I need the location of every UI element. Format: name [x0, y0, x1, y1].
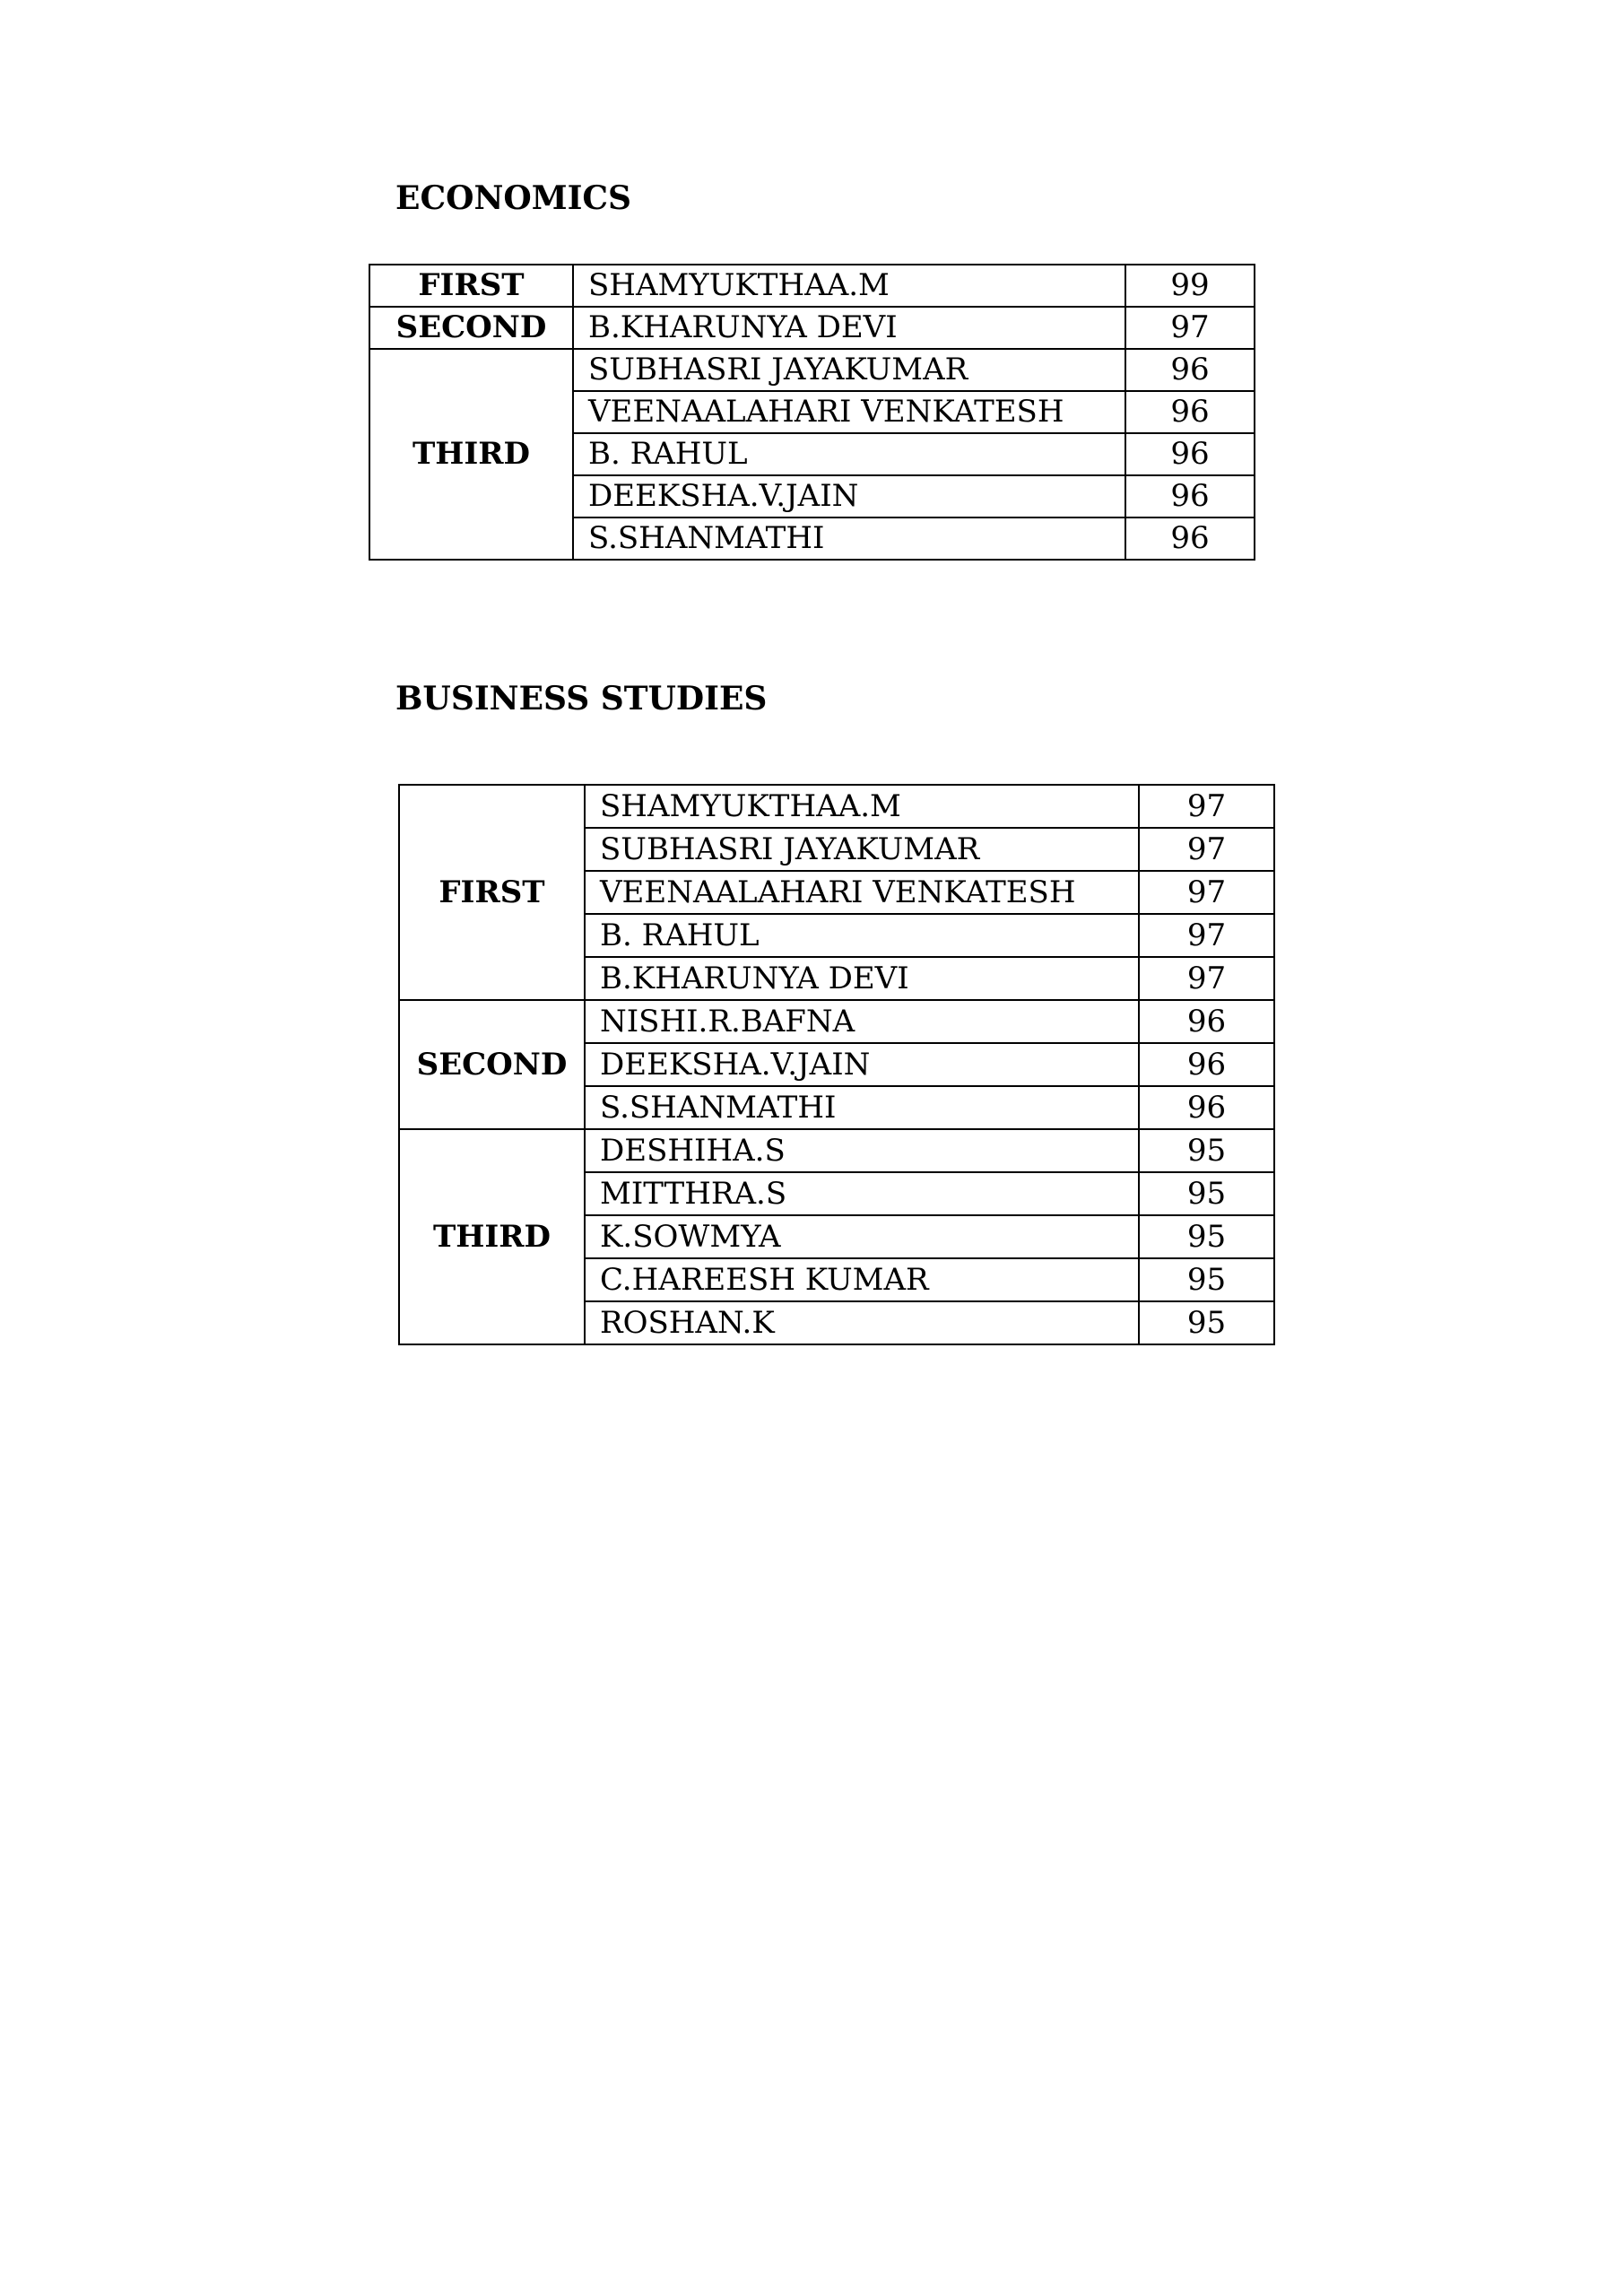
business-studies-heading: BUSINESS STUDIES — [395, 680, 768, 718]
score-cell: 99 — [1125, 265, 1255, 307]
position-cell: THIRD — [399, 1129, 585, 1344]
position-cell: FIRST — [399, 785, 585, 1000]
score-cell: 96 — [1139, 1086, 1274, 1129]
score-cell: 97 — [1139, 957, 1274, 1000]
score-cell: 97 — [1139, 785, 1274, 828]
position-cell: SECOND — [399, 1000, 585, 1129]
table-row — [399, 1000, 1274, 1043]
score-cell: 96 — [1139, 1043, 1274, 1086]
score-cell: 95 — [1139, 1215, 1274, 1258]
student-name-cell: B.KHARUNYA DEVI — [573, 307, 1125, 349]
score-cell: 97 — [1139, 828, 1274, 871]
score-cell: 95 — [1139, 1129, 1274, 1172]
student-name-cell: ROSHAN.K — [585, 1301, 1139, 1344]
score-cell: 95 — [1139, 1301, 1274, 1344]
student-name-cell: S.SHANMATHI — [573, 517, 1125, 560]
score-cell: 96 — [1125, 475, 1255, 517]
student-name-cell: S.SHANMATHI — [585, 1086, 1139, 1129]
table-row — [399, 1129, 1274, 1172]
table-row — [369, 265, 1255, 307]
score-cell: 96 — [1125, 349, 1255, 391]
position-cell: THIRD — [369, 349, 573, 560]
student-name-cell: SHAMYUKTHAA.M — [585, 785, 1139, 828]
score-cell: 97 — [1139, 871, 1274, 914]
economics-heading: ECONOMICS — [395, 179, 632, 217]
student-name-cell: SUBHASRI JAYAKUMAR — [573, 349, 1125, 391]
student-name-cell: C.HAREESH KUMAR — [585, 1258, 1139, 1301]
score-cell: 97 — [1125, 307, 1255, 349]
student-name-cell: SHAMYUKTHAA.M — [573, 265, 1125, 307]
student-name-cell: DEEKSHA.V.JAIN — [573, 475, 1125, 517]
table-row — [399, 785, 1274, 828]
student-name-cell: SUBHASRI JAYAKUMAR — [585, 828, 1139, 871]
score-cell: 96 — [1125, 391, 1255, 433]
student-name-cell: VEENAALAHARI VENKATESH — [573, 391, 1125, 433]
student-name-cell: B. RAHUL — [573, 433, 1125, 475]
student-name-cell: B.KHARUNYA DEVI — [585, 957, 1139, 1000]
score-cell: 95 — [1139, 1172, 1274, 1215]
student-name-cell: NISHI.R.BAFNA — [585, 1000, 1139, 1043]
score-cell: 96 — [1125, 433, 1255, 475]
score-cell: 95 — [1139, 1258, 1274, 1301]
student-name-cell: DESHIHA.S — [585, 1129, 1139, 1172]
business-studies-results-table — [398, 784, 1275, 1345]
student-name-cell: DEEKSHA.V.JAIN — [585, 1043, 1139, 1086]
position-cell: FIRST — [369, 265, 573, 307]
student-name-cell: MITTHRA.S — [585, 1172, 1139, 1215]
student-name-cell: VEENAALAHARI VENKATESH — [585, 871, 1139, 914]
table-row — [369, 349, 1255, 391]
score-cell: 96 — [1125, 517, 1255, 560]
economics-results-table — [369, 264, 1255, 561]
score-cell: 97 — [1139, 914, 1274, 957]
student-name-cell: K.SOWMYA — [585, 1215, 1139, 1258]
score-cell: 96 — [1139, 1000, 1274, 1043]
student-name-cell: B. RAHUL — [585, 914, 1139, 957]
table-row — [369, 307, 1255, 349]
position-cell: SECOND — [369, 307, 573, 349]
